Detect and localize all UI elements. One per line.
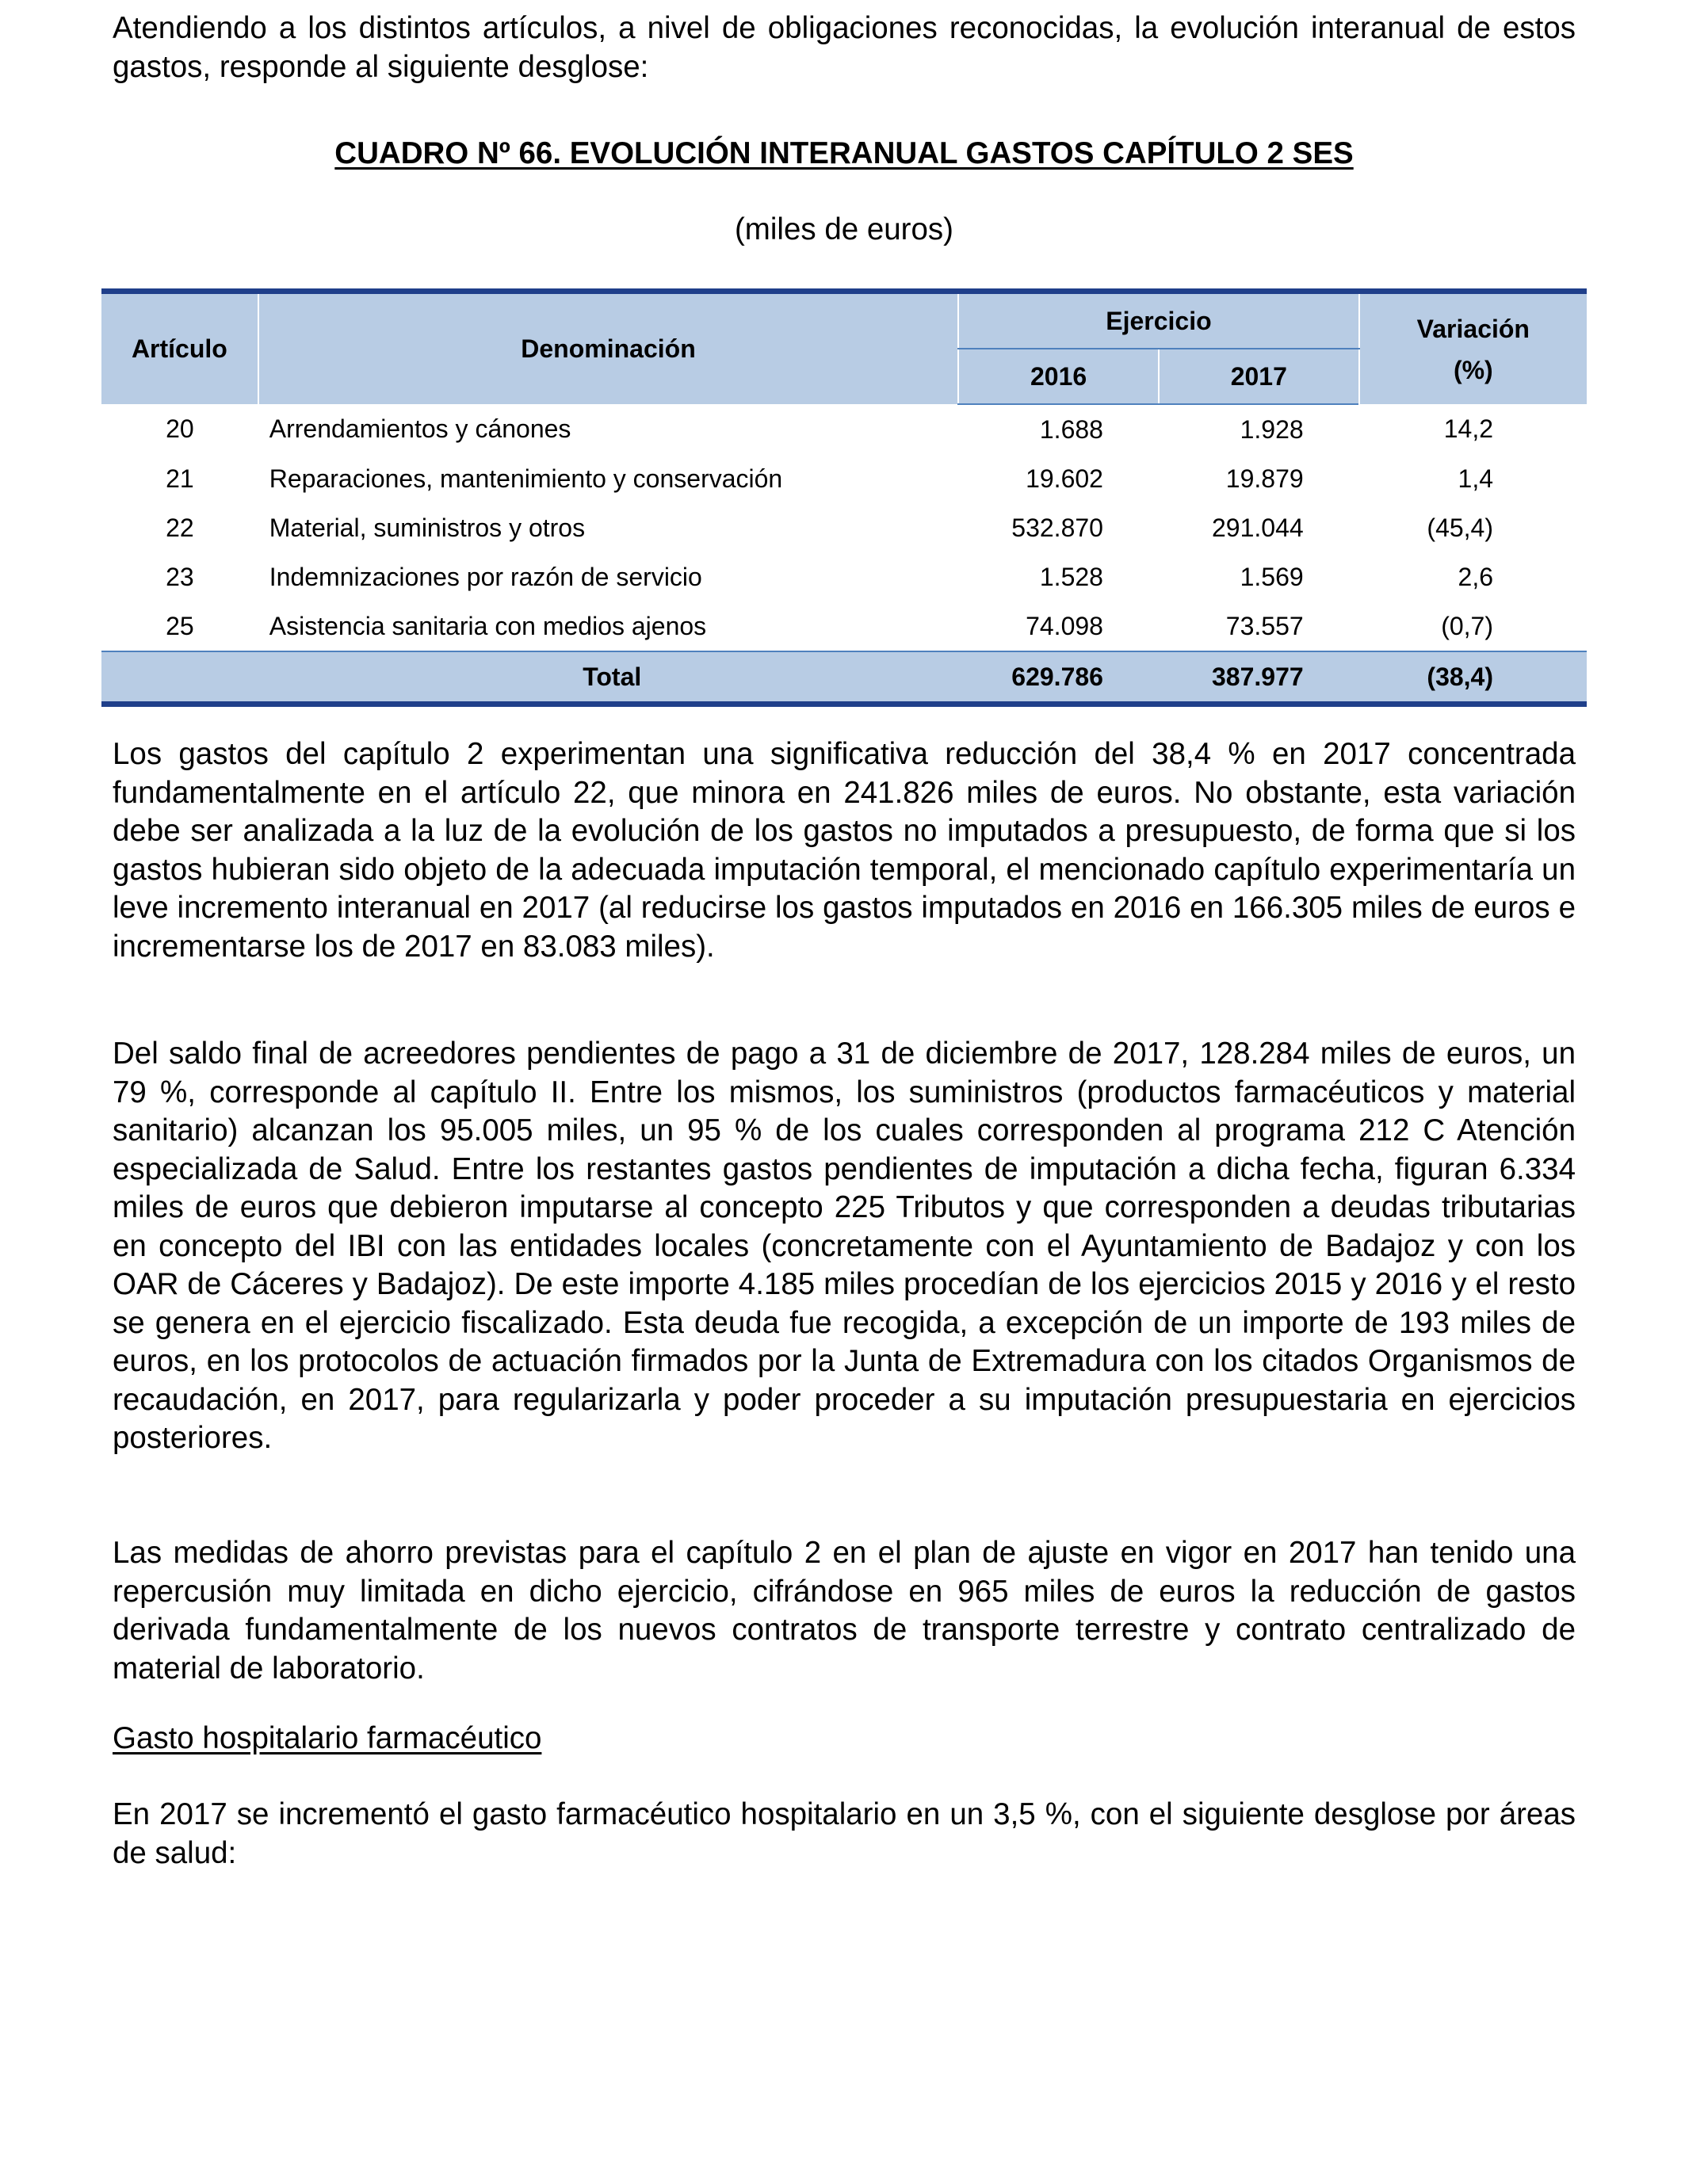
section-heading: Gasto hospitalario farmacéutico — [113, 1721, 542, 1755]
cell-variacion: 2,6 — [1458, 562, 1493, 591]
cell-denominacion: Indemnizaciones por razón de servicio — [269, 562, 702, 591]
cell-variacion: (0,7) — [1441, 611, 1493, 640]
cell-2016: 1.688 — [1039, 414, 1103, 444]
table-title: CUADRO Nº 66. EVOLUCIÓN INTERANUAL GASTOS CAPÍTULO 2 SES — [334, 136, 1354, 170]
paragraph-savings-measures: Las medidas de ahorro previstas para el capítulo 2 en el plan de ajuste en vigor en 2017 han tenido una repercusión muy limitada en dicho ejercicio, cifrándose en 965 miles de euros la reducción de gastos derivada fundamentalmente de los nuevos contratos de transporte terrestre y contrato centralizado de material de laboratorio. — [113, 1536, 1576, 1686]
total-2017: 387.977 — [1159, 651, 1359, 704]
table-row — [101, 454, 1587, 503]
header-variacion-unit: (%) — [1453, 355, 1493, 384]
header-variacion-label: Variación — [1416, 314, 1530, 343]
cell-variacion: 1,4 — [1458, 464, 1493, 493]
table-total-row — [101, 651, 1587, 704]
cell-denominacion: Reparaciones, mantenimiento y conservación — [269, 464, 783, 493]
cell-2016: 1.528 — [1039, 562, 1103, 591]
paragraph-chapter2-reduction: Los gastos del capítulo 2 experimentan una significativa reducción del 38,4 % en 2017 concentrada fundamentalmente en el artículo 22, que minora en 241.826 miles de euros. No obstante, esta variación debe ser analizada a la luz de la evolución de los gastos no imputados a presupuesto, de forma que si los gastos hubieran sido objeto de la adecuada imputación temporal, el mencionado capítulo experimentaría un leve incremento interanual en 2017 (al reducirse los gastos imputados en 2016 en 166.305 miles de euros e incrementarse los de 2017 en 83.083 miles). — [113, 737, 1576, 964]
cell-2016: 19.602 — [1026, 464, 1103, 493]
cell-articulo: 25 — [166, 611, 194, 640]
expense-table-grid — [101, 288, 1587, 707]
cell-denominacion: Material, suministros y otros — [269, 513, 586, 542]
cell-2017: 19.879 — [1225, 464, 1304, 493]
table-row — [101, 601, 1587, 651]
cell-articulo: 23 — [166, 562, 194, 591]
header-variacion — [1359, 292, 1587, 405]
header-articulo: Artículo — [101, 292, 258, 405]
cell-2016: 74.098 — [1026, 611, 1103, 640]
header-year-2016: 2016 — [958, 349, 1159, 404]
cell-denominacion: Arrendamientos y cánones — [269, 414, 571, 443]
cell-2016: 532.870 — [1011, 513, 1103, 542]
cell-articulo: 20 — [166, 414, 194, 443]
total-label: Total — [101, 651, 958, 704]
cell-articulo: 22 — [166, 513, 194, 542]
intro-paragraph: Atendiendo a los distintos artículos, a nivel de obligaciones reconocidas, la evolución interanual de estos gastos, responde al siguiente desglose: — [113, 11, 1576, 84]
cell-variacion: (45,4) — [1427, 513, 1493, 542]
header-year-2017: 2017 — [1159, 349, 1359, 404]
table-row — [101, 552, 1587, 601]
cell-2017: 291.044 — [1211, 513, 1304, 542]
cell-denominacion: Asistencia sanitaria con medios ajenos — [269, 611, 707, 640]
table-unit: (miles de euros) — [734, 212, 953, 246]
paragraph-hospital-pharma: En 2017 se incrementó el gasto farmacéutico hospitalario en un 3,5 %, con el siguiente desglose por áreas de salud: — [113, 1797, 1576, 1870]
cell-articulo: 21 — [166, 464, 194, 493]
total-variacion: (38,4) — [1359, 651, 1587, 704]
cell-variacion: 14,2 — [1443, 414, 1493, 443]
header-denominacion: Denominación — [258, 292, 958, 405]
total-2016: 629.786 — [958, 651, 1159, 704]
cell-2017: 1.928 — [1240, 414, 1304, 444]
expense-table — [101, 288, 1587, 707]
paragraph-pending-creditors: Del saldo final de acreedores pendientes de pago a 31 de diciembre de 2017, 128.284 miles de euros, un 79 %, corresponde al capítulo II. Entre los mismos, los suministros (productos farmacéuticos y material sanitario) alcanzan los 95.005 miles, un 95 % de los cuales corresponden al programa 212 C Atención especializada de Salud. Entre los restantes gastos pendientes de imputación a dicha fecha, figuran 6.334 miles de euros que debieron imputarse al concepto 225 Tributos y que corresponden a deudas tributarias en concepto del IBI con las entidades locales (concretamente con el Ayuntamiento de Badajoz y con los OAR de Cáceres y Badajoz). De este importe 4.185 miles procedían de los ejercicios 2015 y 2016 y el resto se genera en el ejercicio fiscalizado. Esta deuda fue recogida, a excepción de un importe de 193 miles de euros, en los protocolos de actuación firmados por la Junta de Extremadura con los citados Organismos de recaudación, en 2017, para regularizarla y poder proceder a su imputación presupuestaria en ejercicios posteriores. — [113, 1037, 1576, 1455]
header-ejercicio: Ejercicio — [958, 292, 1358, 349]
cell-2017: 1.569 — [1240, 562, 1304, 591]
table-row — [101, 404, 1587, 454]
cell-2017: 73.557 — [1225, 611, 1304, 640]
table-row — [101, 503, 1587, 552]
